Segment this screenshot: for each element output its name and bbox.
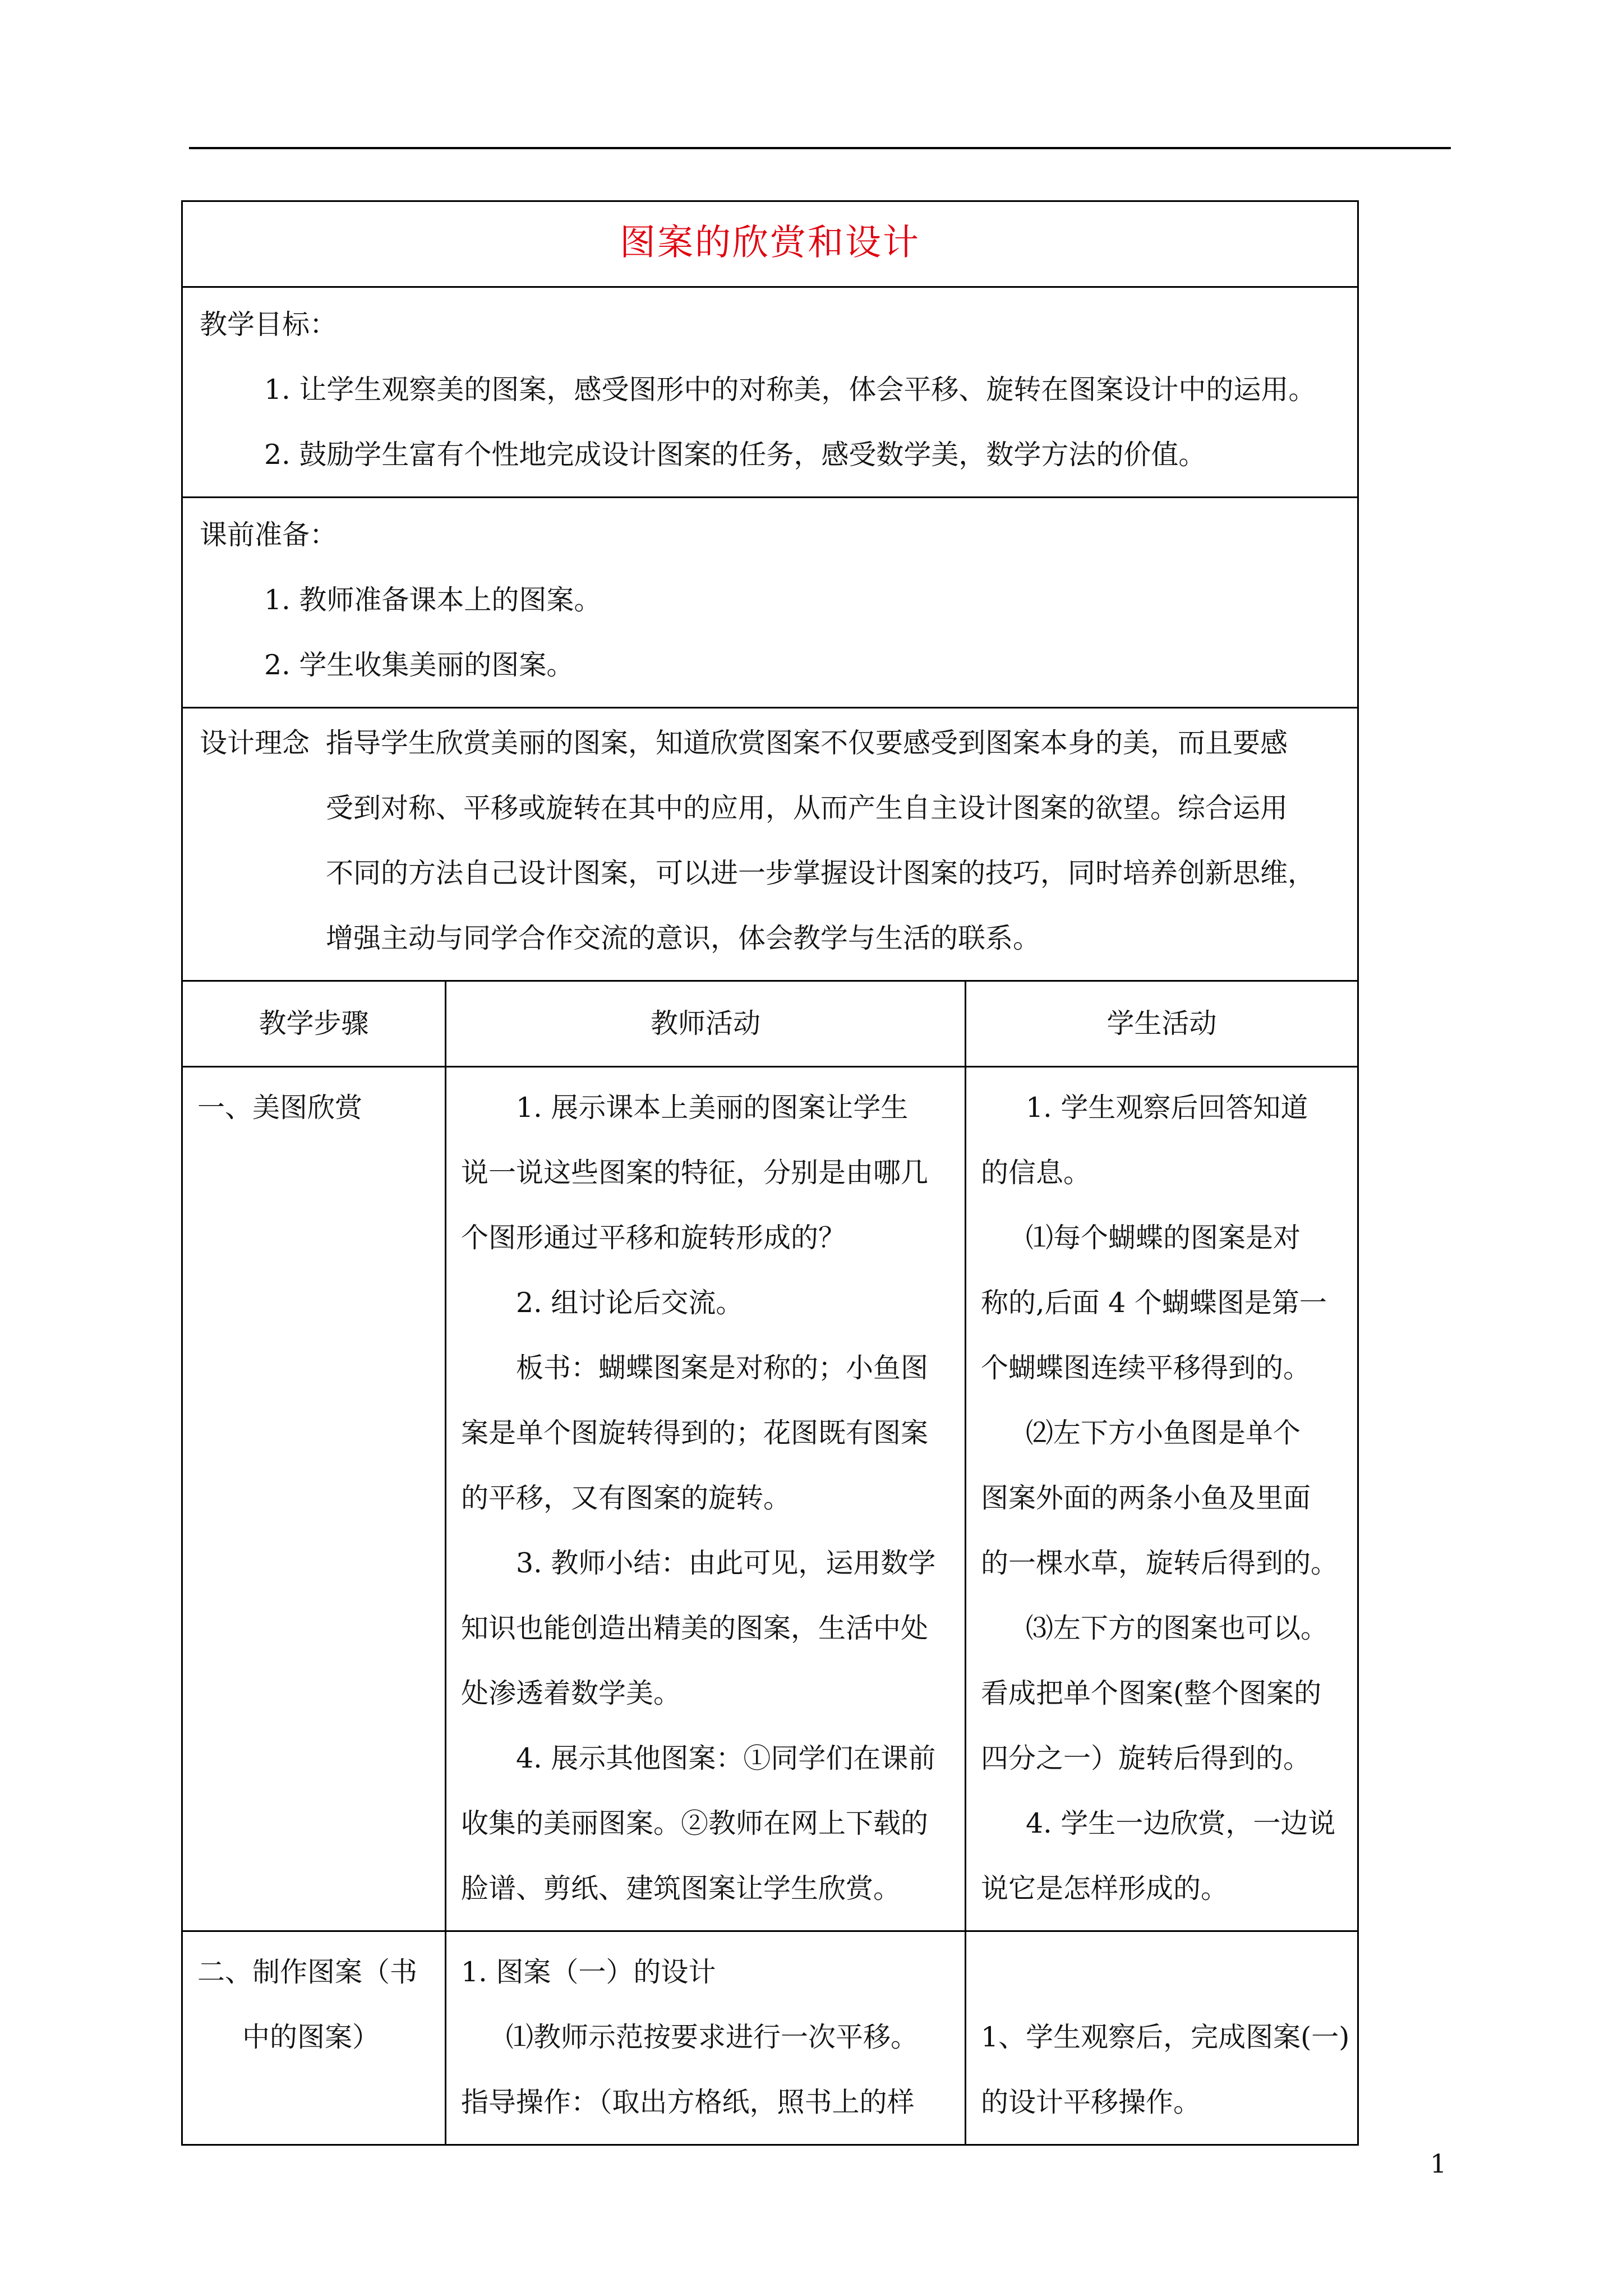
step-label: 一、美图欣赏 [197, 1092, 363, 1124]
teacher-line: 收集的美丽图案。②教师在网上下载的 [461, 1807, 929, 1839]
student-line: 图案外面的两条小鱼及里面 [981, 1482, 1311, 1514]
teacher-line: 指导操作：（取出方格纸，照书上的样 [461, 2086, 915, 2118]
student-line: 说它是怎样形成的。 [981, 1872, 1229, 1904]
design-concept-line: 不同的方法自己设计图案，可以进一步掌握设计图案的技巧，同时培养创新思维， [326, 857, 1316, 889]
objectives-section [182, 287, 1358, 498]
student-activity-cell [966, 1067, 1358, 1931]
objective-item: 1. 让学生观察美的图案，感受图形中的对称美，体会平移、旋转在图案设计中的运用。 [264, 374, 1316, 406]
student-line: 个蝴蝶图连续平移得到的。 [981, 1352, 1311, 1384]
student-line: 1、学生观察后，完成图案(一) [981, 2021, 1350, 2053]
step-label: 中的图案） [242, 2021, 380, 2053]
preparation-heading: 课前准备： [200, 519, 338, 551]
header-teacher: 教师活动 [446, 981, 966, 1067]
student-line: ⑴每个蝴蝶的图案是对 [1026, 1222, 1301, 1254]
design-concept-label: 设计理念 [200, 727, 310, 759]
teacher-line: 的平移，又有图案的旋转。 [461, 1482, 791, 1514]
student-line: 的设计平移操作。 [981, 2086, 1201, 2118]
design-concept-line: 增强主动与同学合作交流的意识，体会教学与生活的联系。 [326, 922, 1041, 954]
header-rule [189, 147, 1451, 149]
lesson-plan-table [181, 200, 1359, 2146]
objectives-heading: 教学目标： [200, 309, 338, 341]
student-line: 四分之一）旋转后得到的。 [981, 1742, 1311, 1774]
student-line: 称的,后面 4 个蝴蝶图是第一 [981, 1287, 1327, 1319]
teacher-line: ⑴教师示范按要求进行一次平移。 [506, 2021, 919, 2053]
teacher-activity-cell [446, 1931, 966, 2145]
student-line: ⑶左下方的图案也可以。 [1026, 1612, 1329, 1644]
design-concept-line: 指导学生欣赏美丽的图案，知道欣赏图案不仅要感受到图案本身的美，而且要感 [326, 727, 1288, 759]
student-line: 看成把单个图案(整个图案的 [981, 1677, 1322, 1709]
preparation-item: 1. 教师准备课本上的图案。 [264, 584, 602, 616]
teacher-line: 2. 组讨论后交流。 [516, 1287, 744, 1319]
teacher-line: 案是单个图旋转得到的；花图既有图案 [461, 1417, 929, 1449]
title-cell [182, 201, 1358, 287]
page-number: 1 [1430, 2148, 1447, 2179]
student-line: 4. 学生一边欣赏，一边说 [1026, 1807, 1336, 1839]
step-cell [182, 1067, 446, 1931]
teacher-line: 3. 教师小结：由此可见，运用数学 [516, 1547, 936, 1579]
student-activity-cell [966, 1931, 1358, 2145]
teacher-line: 1. 图案（一）的设计 [461, 1956, 716, 1988]
teacher-line: 个图形通过平移和旋转形成的？ [461, 1222, 846, 1254]
student-line: 的一棵水草，旋转后得到的。 [981, 1547, 1339, 1579]
teacher-line: 知识也能创造出精美的图案，生活中处 [461, 1612, 929, 1644]
teacher-line: 处渗透着数学美。 [461, 1677, 681, 1709]
page-title: 图案的欣赏和设计 [620, 222, 921, 264]
step-cell [182, 1931, 446, 2145]
teacher-line: 脸谱、剪纸、建筑图案让学生欣赏。 [461, 1872, 901, 1904]
header-step: 教学步骤 [182, 981, 446, 1067]
teacher-line: 板书：蝴蝶图案是对称的；小鱼图 [516, 1352, 929, 1384]
preparation-item: 2. 学生收集美丽的图案。 [264, 649, 574, 681]
design-concept-section [182, 708, 1358, 981]
step-label: 二、制作图案（书 [197, 1956, 418, 1988]
student-line: 1. 学生观察后回答知道 [1026, 1092, 1308, 1124]
teacher-line: 1. 展示课本上美丽的图案让学生 [516, 1092, 909, 1124]
teacher-activity-cell [446, 1067, 966, 1931]
header-student: 学生活动 [966, 981, 1358, 1067]
objective-item: 2. 鼓励学生富有个性地完成设计图案的任务，感受数学美，数学方法的价值。 [264, 439, 1206, 471]
preparation-section [182, 498, 1358, 708]
student-line: ⑵左下方小鱼图是单个 [1026, 1417, 1301, 1449]
teacher-line: 4. 展示其他图案：①同学们在课前 [516, 1742, 936, 1774]
student-line: 的信息。 [981, 1157, 1091, 1189]
student-line [981, 1940, 1345, 2005]
design-concept-line: 受到对称、平移或旋转在其中的应用，从而产生自主设计图案的欲望。综合运用 [326, 792, 1288, 824]
teacher-line: 说一说这些图案的特征，分别是由哪几 [461, 1157, 929, 1189]
